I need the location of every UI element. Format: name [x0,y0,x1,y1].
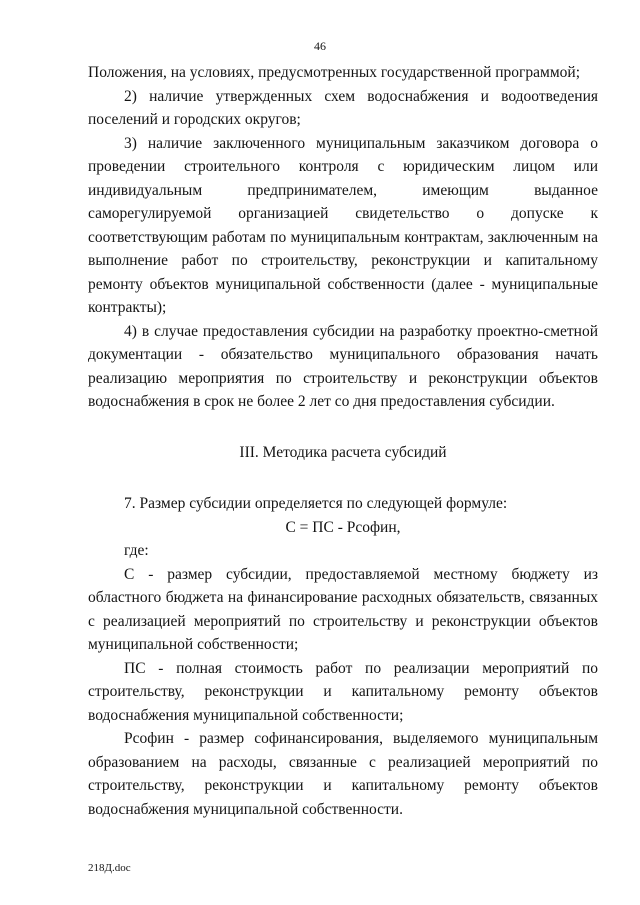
paragraph-subsidy-formula-intro: 7. Размер субсидии определяется по следующей формуле: [124,495,508,512]
definition-ps: ПС - полная стоимость работ по реализации мероприятий по строительству, реконструкции и капитальному ремонту объектов водоснабжения муниципальной собственности; [88,659,598,724]
formula: С = ПС - Рсофин, [285,518,401,536]
definition-rsofin: Рсофин - размер софинансирования, выделяемого муниципальным образованием на расходы, связанные с реализацией мероприятий по строительству, реконструкции и капитальному ремонту объектов водоснабжения муниципальной собственности. [88,730,598,818]
page-number: 46 [314,39,326,53]
paragraph-item-3: 3) наличие заключенного муниципальным заказчиком договора о проведении строительного контроля с юридическим лицом или индивидуальным предпринимателем, имеющим выданное саморегулируемой организацией свидетельство о допуске к соответствующим работам по муниципальным контрактам, заключенным на выполнение работ по строительству, реконструкции и капитальному ремонту объектов муниципальной собственности (далее - муниципальные контракты); [88,134,598,316]
definition-c: С - размер субсидии, предоставляемой местному бюджету из областного бюджета на финансирование расходных обязательств, связанных с реализацией мероприятий по строительству и реконструкции объектов муниципальной собственности; [88,565,598,653]
section-title: III. Методика расчета субсидий [239,443,447,461]
document-body [88,61,598,821]
paragraph-item-2: 2) наличие утвержденных схем водоснабжения и водоотведения поселений и городских округов; [88,87,598,128]
where-label: где: [124,542,149,559]
paragraph-program-conditions: Положения, на условиях, предусмотренных государственной программой; [88,64,581,81]
paragraph-item-4: 4) в случае предоставления субсидии на разработку проектно-сметной документации - обязательство муниципального образования начать реализацию мероприятия по строительству и реконструкции объектов водоснабжения в срок не более 2 лет со дня предоставления субсидии. [88,322,598,410]
footer-filename: 218Д.doc [88,862,131,874]
